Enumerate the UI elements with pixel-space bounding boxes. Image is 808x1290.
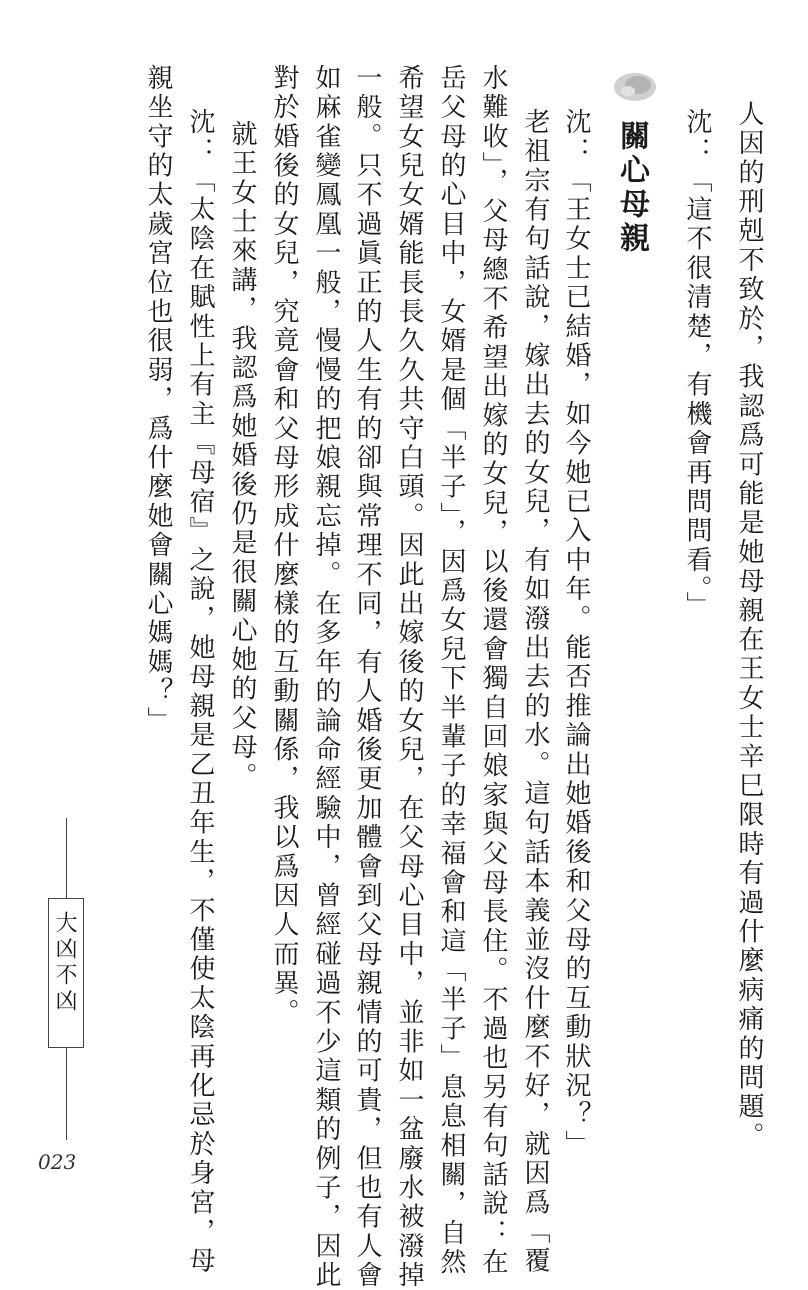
text-column-8: 一般。只不過眞正的人生有的卻與常理不同，有人婚後更加體會到父母親情的可貴，但也有人會 (352, 64, 382, 1290)
text-column-1: 人因的刑剋不致於，我認爲可能是她母親在王女士辛巳限時有過什麼病痛的問題。 (734, 100, 764, 1152)
text-column-5: 水難收」，父母總不希望出嫁的女兒，以後還會獨自回娘家與父母長住。不過也另有句話說：在 (478, 64, 508, 1278)
text-column-3: 沈：「王女士已結婚，如今她已入中年。能否推論出她婚後和父母的互動狀況？」 (561, 108, 591, 1160)
text-column-7: 希望女兒女婿能長長久久共守白頭。因此出嫁後的女兒，在父母心目中，並非如一盆廢水被潑掉 (394, 64, 424, 1290)
page-number: 023 (38, 1150, 77, 1174)
text-column-11: 就王女士來講，我認爲她婚後仍是很關心她的父母。 (227, 120, 257, 792)
running-head: 大凶不凶 (52, 911, 77, 1015)
text-column-2: 沈：「這不很清楚，有機會再問問看。」 (682, 108, 712, 621)
text-column-4: 老祖宗有句話說，嫁出去的女兒，有如潑出去的水。這句話本義並沒什麼不好，就因爲「覆 (520, 108, 550, 1276)
text-column-9: 如麻雀變鳳凰一般，慢慢的把娘親忘掉。在多年的論命經驗中，曾經碰過不少這類的例子，因此 (311, 64, 341, 1290)
text-column-10: 對於婚後的女兒，究竟會和父母形成什麼樣的互動關係，我以爲因人而異。 (269, 64, 299, 1028)
text-column-6: 岳父母的心目中，女婿是個「半子」，因爲女兒下半輩子的幸福會和這「半子」息息相關，自然 (436, 64, 466, 1278)
running-head-box (48, 898, 84, 1048)
heading-ornament-icon (612, 70, 658, 104)
margin-rule-bottom (66, 1048, 67, 1140)
margin-rule-top (66, 818, 67, 898)
section-heading: 關心母親 (614, 120, 649, 256)
text-column-12: 沈：「太陰在賦性上有主『母宿』之說，她母親是乙丑年生，不僅使太陰再化忌於身宮，母 (185, 108, 215, 1276)
text-column-13: 親坐守的太歲宮位也很弱，爲什麼她會關心媽媽？」 (143, 64, 173, 736)
